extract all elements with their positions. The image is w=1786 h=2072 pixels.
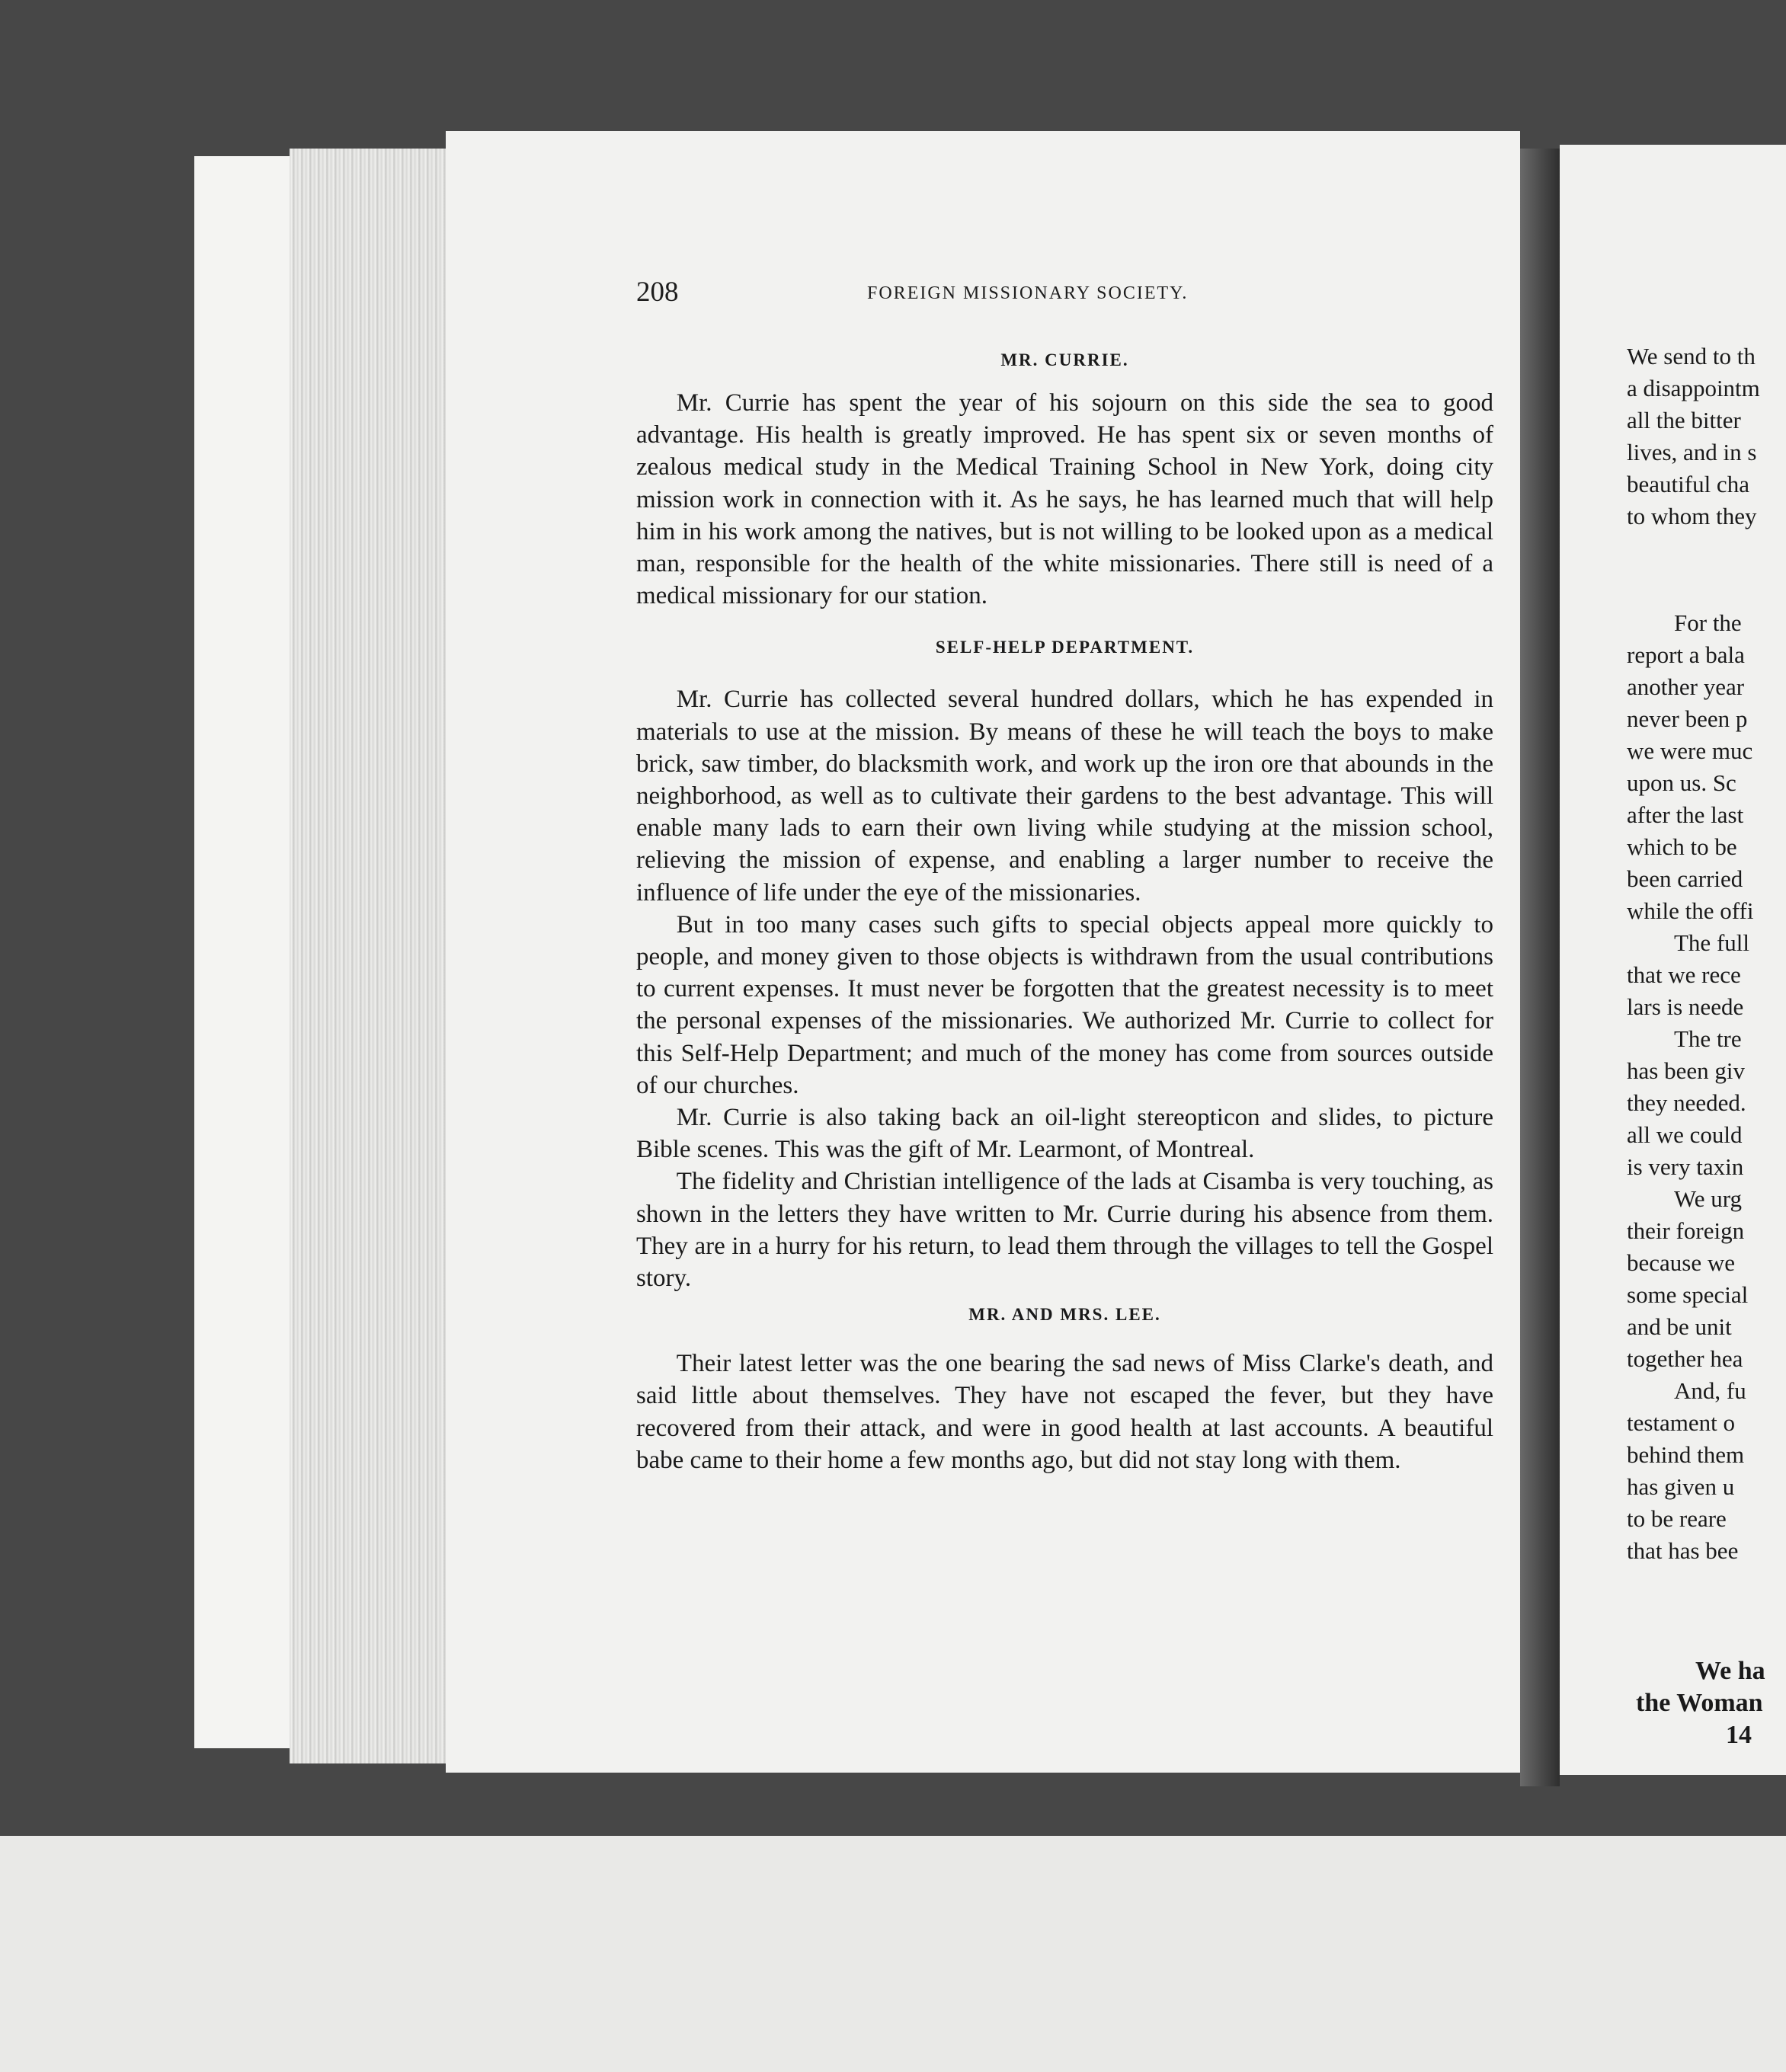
- facing-page-line: they needed.: [1627, 1089, 1746, 1116]
- section-heading-mr-and-mrs-lee: MR. AND MRS. LEE.: [968, 1305, 1161, 1325]
- facing-page-line: and be unit: [1627, 1313, 1732, 1340]
- facing-page-line: report a bala: [1627, 641, 1745, 668]
- facing-page-line: The tre: [1674, 1025, 1742, 1052]
- page-number: 208: [636, 277, 679, 308]
- facing-page-line: We send to th: [1627, 343, 1756, 369]
- paragraph: Mr. Currie has spent the year of his sojourn on this side the sea to good advantage. His health is greatly improved. He has spent six or seven months of zealous medical study in the Medical Training School in New York, doing city mission work in connection with it. As he says, he has learned much that will help him in his work among the natives, but is not willing to be looked upon as a medical man, responsible for the health of the white missionaries. There still is need of a medical missionary for our station.: [636, 389, 1493, 610]
- facing-page-signature: 14: [1726, 1721, 1752, 1749]
- facing-page-line: that has bee: [1627, 1537, 1739, 1564]
- facing-page-line: all the bitter: [1627, 407, 1741, 433]
- facing-page-line: And, fu: [1674, 1377, 1746, 1404]
- paragraph: Mr. Currie has collected several hundred dollars, which he has expended in materials to use at the mission. By means of these he will teach the boys to make brick, saw timber, do blacksmith work, and work up the iron ore that abounds in the neighborhood, as well as to cultivate their gardens to the best advantage. This will enable many lads to earn their own living while studying at the mission school, relieving the mission of expense, and enabling a larger number to receive the influence of life under the eye of the missionaries.: [636, 686, 1493, 906]
- facing-page-line: The full: [1674, 929, 1749, 956]
- facing-page-line: which to be: [1627, 833, 1737, 860]
- running-head: [636, 276, 1493, 314]
- facing-page-line: their foreign: [1627, 1217, 1745, 1244]
- facing-page-line: behind them: [1627, 1441, 1745, 1468]
- facing-page-line: is very taxin: [1627, 1153, 1744, 1180]
- paragraph: Mr. Currie is also taking back an oil-light stereopticon and slides, to picture Bible scenes. This was the gift of Mr. Learmont, of Montreal.: [636, 1104, 1493, 1164]
- facing-page-line: another year: [1627, 673, 1745, 700]
- facing-page: [1560, 145, 1786, 1775]
- facing-page-line: to whom they: [1627, 503, 1757, 529]
- facing-page-line: has been giv: [1627, 1057, 1745, 1084]
- paragraph: Their latest letter was the one bearing the sad news of Miss Clarke's death, and said little about themselves. They have not escaped the fever, but they have recovered from their attack, and were in good health at last accounts. A beautiful babe came to their home a few months ago, but did not stay long with them.: [636, 1350, 1493, 1474]
- section-heading-mr-currie: MR. CURRIE.: [1000, 350, 1129, 369]
- section-heading-self-help: SELF-HELP DEPARTMENT.: [935, 638, 1195, 657]
- facing-page-line: after the last: [1627, 801, 1744, 828]
- facing-page-line: beautiful cha: [1627, 471, 1749, 497]
- facing-page-line: together hea: [1627, 1345, 1743, 1372]
- facing-page-line: lars is neede: [1627, 993, 1744, 1020]
- book-gutter: [1520, 149, 1560, 1786]
- facing-page-line: while the offi: [1627, 897, 1754, 924]
- facing-page-line: We urg: [1674, 1185, 1743, 1212]
- book-cover-edge: [194, 156, 301, 1748]
- facing-page-line: lives, and in s: [1627, 439, 1757, 465]
- page-edges: [290, 149, 446, 1763]
- facing-page-line: some special: [1627, 1281, 1749, 1308]
- paragraph: But in too many cases such gifts to special objects appeal more quickly to people, and money given to those objects is withdrawn from the usual contributions to current expenses. It must never be forgotten that the greatest necessity is to meet the personal expenses of the missionaries. We authorized Mr. Currie to collect for this Self-Help Department; and much of the money has come from sources outside of our churches.: [636, 910, 1493, 1099]
- facing-page-line: testament o: [1627, 1409, 1736, 1436]
- page-body: [636, 344, 1493, 1476]
- facing-page-line: has given u: [1627, 1473, 1735, 1500]
- facing-page-line: upon us. Sc: [1627, 769, 1736, 796]
- facing-page-line: the Woman: [1636, 1689, 1763, 1717]
- facing-page-line: to be reare: [1627, 1505, 1727, 1532]
- facing-page-line: For the: [1674, 609, 1742, 636]
- scan-background: [0, 1836, 1786, 2072]
- facing-page-line: because we: [1627, 1249, 1735, 1276]
- facing-page-line: never been p: [1627, 705, 1748, 732]
- running-title: FOREIGN MISSIONARY SOCIETY.: [867, 283, 1189, 303]
- facing-page-line: We ha: [1695, 1657, 1765, 1685]
- facing-page-line: we were muc: [1627, 737, 1753, 764]
- facing-page-line: been carried: [1627, 865, 1743, 892]
- paragraph: The fidelity and Christian intelligence of the lads at Cisamba is very touching, as shown in the letters they have written to Mr. Currie during his absence from them. They are in a hurry for his return, to lead them through the villages to tell the Gospel story.: [636, 1168, 1493, 1293]
- facing-page-line: a disappointm: [1627, 375, 1760, 401]
- facing-page-line: all we could: [1627, 1121, 1743, 1148]
- facing-page-line: that we rece: [1627, 961, 1741, 988]
